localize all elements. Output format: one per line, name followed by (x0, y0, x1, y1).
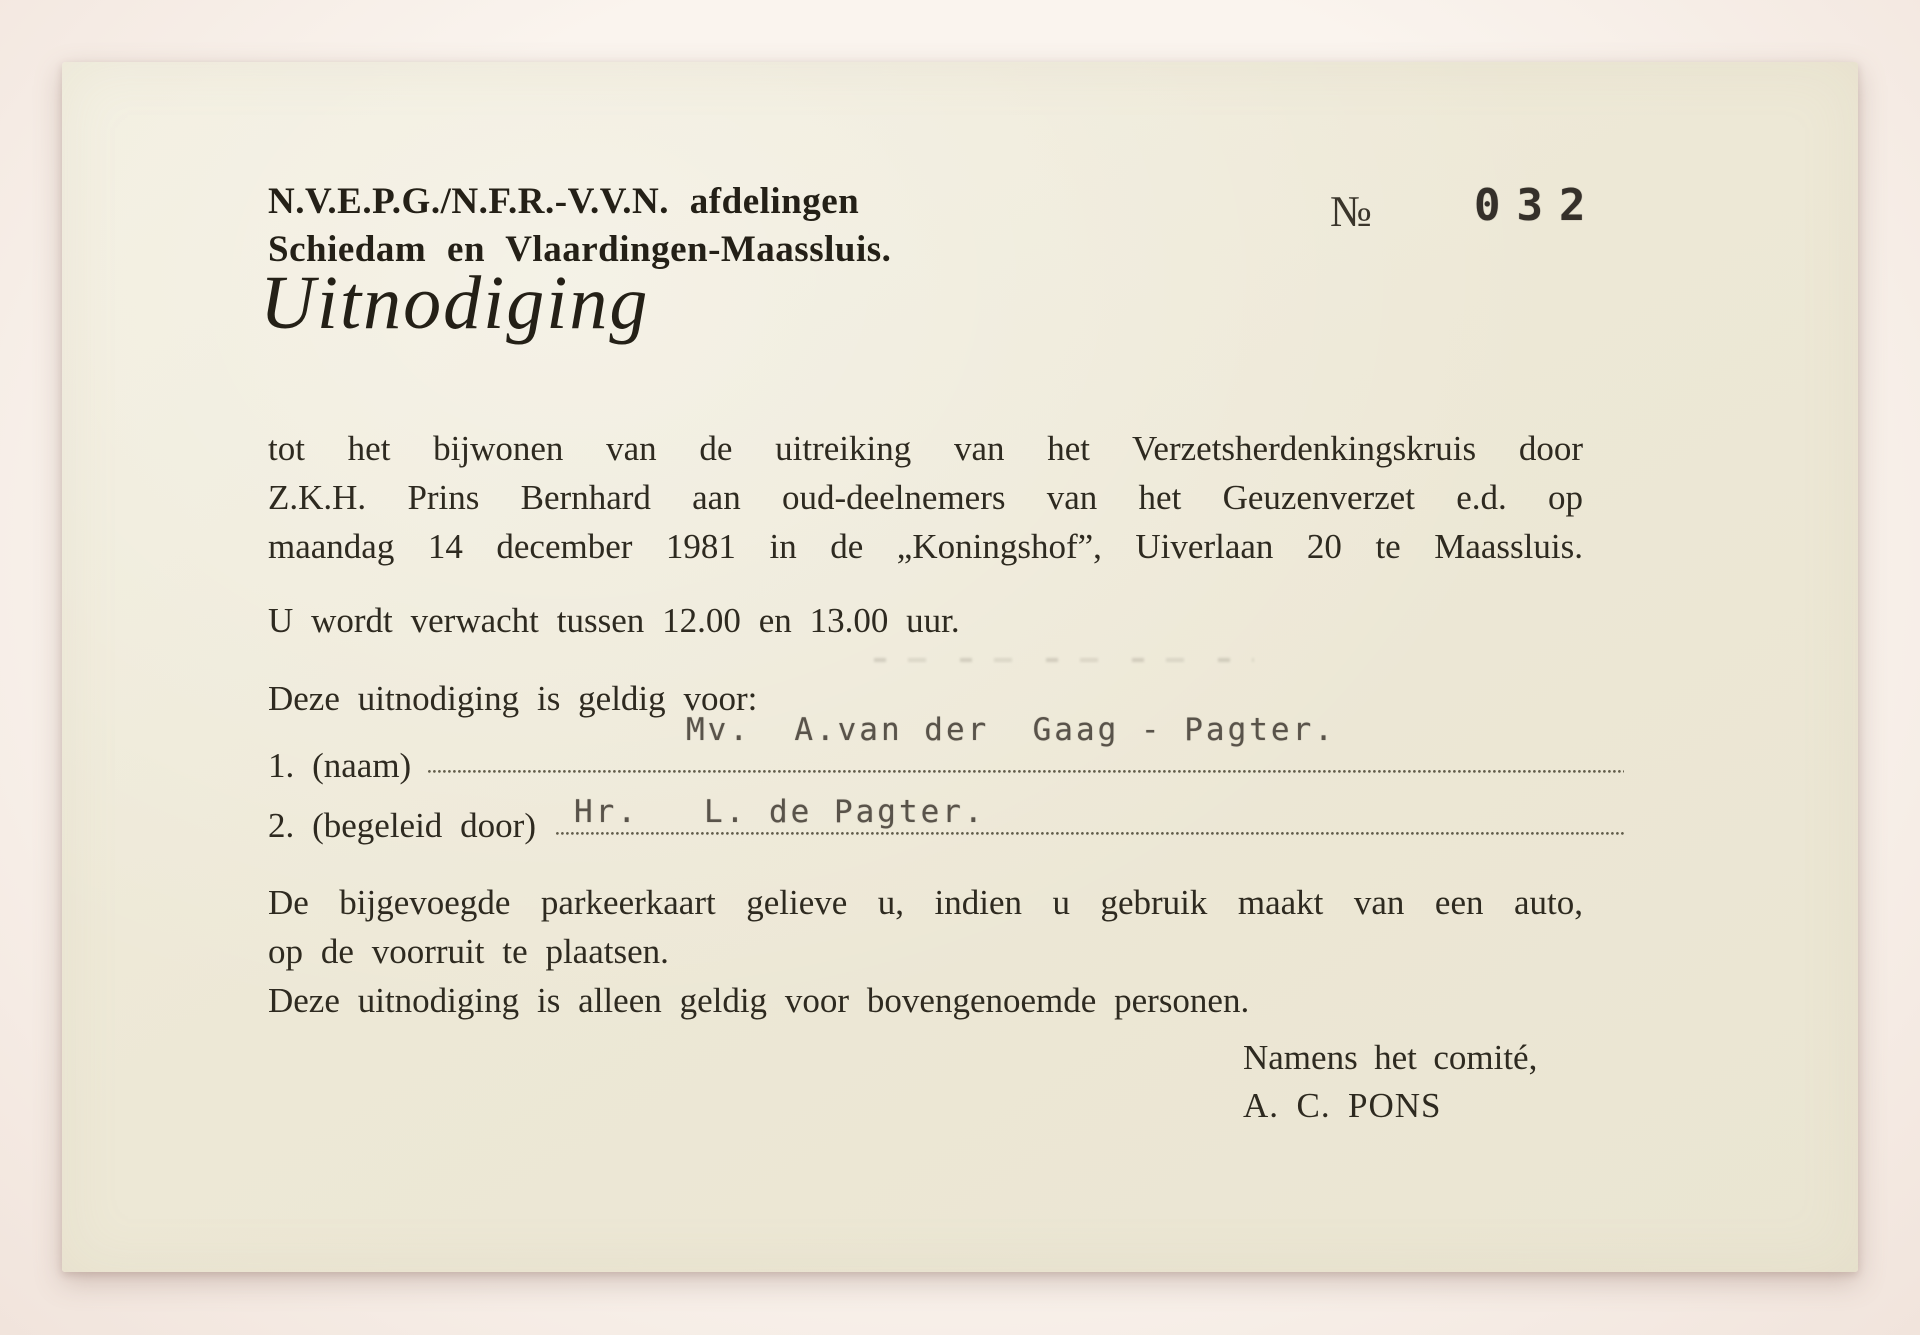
intro-line3: maandag 14 december 1981 in de „Koningshof”, Uiverlaan 20 te Maassluis. (268, 527, 1583, 566)
invitation-card (62, 62, 1858, 1272)
companion-field-value: Hr. L. de Pagter. (574, 794, 986, 830)
name-field-label: 1. (naam) (268, 746, 412, 785)
organization-line1: N.V.E.P.G./N.F.R.-V.V.N. afdelingen (268, 181, 860, 222)
invitation-title: Uitnodiging (260, 261, 650, 345)
signature-name: A. C. PONS (1243, 1086, 1442, 1125)
invitation-number: 032 (1474, 180, 1602, 231)
intro-paragraph (268, 424, 1583, 571)
parking-paragraph (268, 878, 1583, 1025)
erased-text-smudge (874, 658, 1254, 662)
parking-line3: Deze uitnodiging is alleen geldig voor bovengenoemde personen. (268, 981, 1250, 1020)
signature-block (1243, 1034, 1537, 1130)
intro-line1: tot het bijwonen van de uitreiking van het Verzetsherdenkingskruis door (268, 429, 1583, 468)
arrival-time-line: U wordt verwacht tussen 12.00 en 13.00 uur. (268, 601, 960, 640)
name-field-value: Mv. A.van der Gaag - Pagter. (686, 712, 1336, 748)
name-field-dotted-line (428, 770, 1624, 773)
numero-symbol: № (1330, 187, 1372, 236)
parking-line1: De bijgevoegde parkeerkaart gelieve u, indien u gebruik maakt van een auto, (268, 883, 1583, 922)
validity-heading: Deze uitnodiging is geldig voor: (268, 679, 758, 718)
organization-line2: Schiedam en Vlaardingen-Maassluis. (268, 229, 892, 270)
companion-field-dotted-line (556, 832, 1624, 835)
companion-field-label: 2. (begeleid door) (268, 806, 536, 845)
parking-line2: op de voorruit te plaatsen. (268, 932, 669, 971)
intro-line2: Z.K.H. Prins Bernhard aan oud-deelnemers van het Geuzenverzet e.d. op (268, 478, 1583, 517)
signature-committee-line: Namens het comité, (1243, 1038, 1538, 1077)
